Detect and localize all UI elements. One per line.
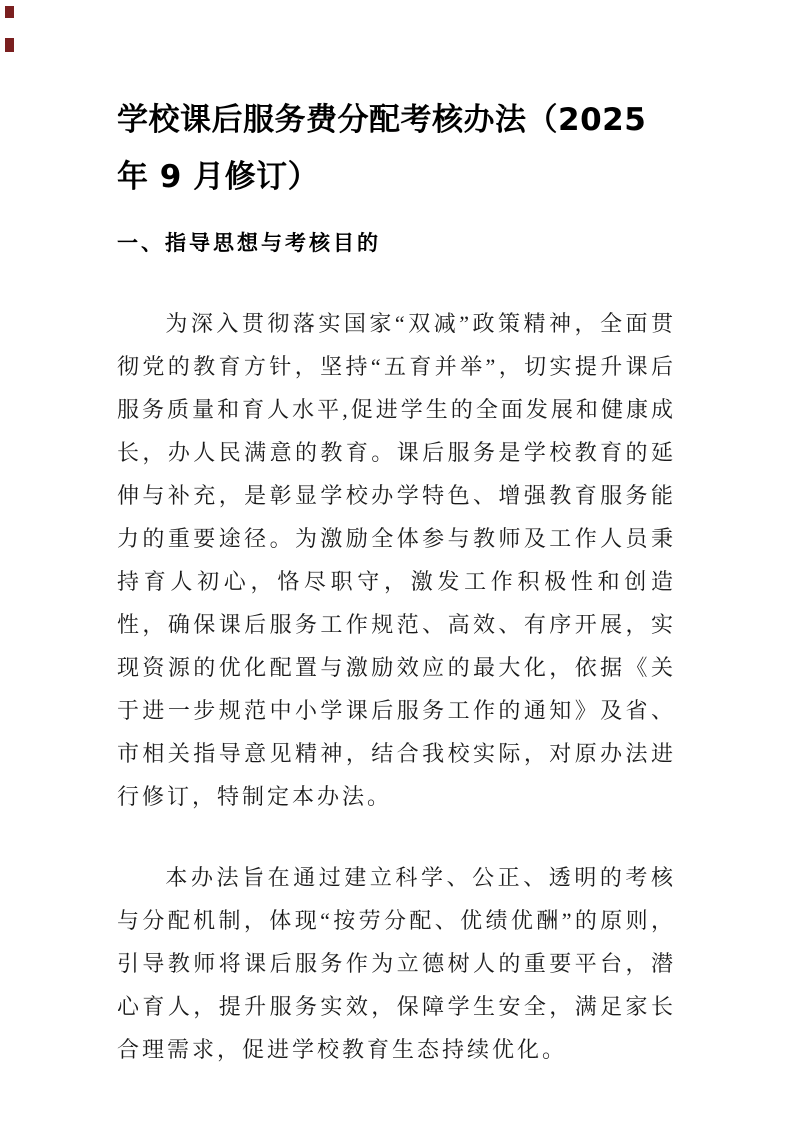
corner-mark-bottom bbox=[5, 38, 14, 52]
paragraph: 本办法旨在通过建立科学、公正、透明的考核与分配机制，体现“按劳分配、优绩优酬”的原则，引导教师将课后服务作为立德树人的重要平台，潜心育人，提升服务实效，保障学生安全，满足家长合理需求，促进学校教育生态持续优化。 bbox=[117, 865, 676, 1062]
corner-mark-top bbox=[5, 6, 14, 18]
document-title: 学校课后服务费分配考核办法（2025 年 9 月修订） bbox=[117, 102, 647, 195]
paragraph: 为深入贯彻落实国家“双减”政策精神，全面贯彻党的教育方针，坚持“五育并举”，切实提升课后服务质量和育人水平,促进学生的全面发展和健康成长，办人民满意的教育。课后服务是学校教育的延伸与补充，是彰显学校办学特色、增强教育服务能力的重要途径。为激励全体参与教师及工作人员秉持育人初心，恪尽职守，激发工作积极性和创造性，确保课后服务工作规范、高效、有序开展，实现资源的优化配置与激励效应的最大化，依据《关于进一步规范中小学课后服务工作的通知》及省、市相关指导意见精神，结合我校实际，对原办法进行修订，特制定本办法。 bbox=[117, 311, 676, 809]
section-heading: 一、指导思想与考核目的 bbox=[117, 231, 381, 255]
